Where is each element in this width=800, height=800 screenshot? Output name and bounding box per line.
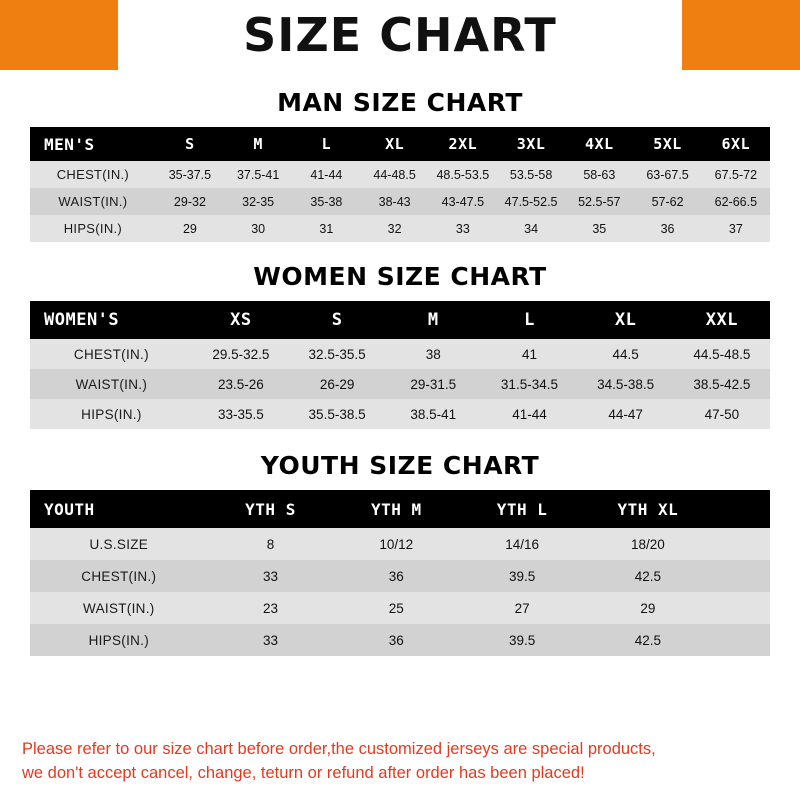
women-cell-2-0: 33-35.5: [217, 406, 264, 422]
women-cell-0-2: 38: [425, 346, 441, 362]
women-cell-1-1: 26-29: [319, 376, 355, 392]
youth-header-pad: [711, 490, 770, 528]
women-size-table: [30, 301, 770, 429]
youth-cell-3-1: 36: [388, 632, 404, 648]
page-title: SIZE CHART: [118, 0, 682, 70]
man-header-7: 4XL: [585, 135, 614, 153]
man-cell-0-2: 41-44: [310, 167, 343, 182]
women-cell-0-4: 44.5: [612, 346, 639, 362]
man-cell-1-3: 38-43: [378, 194, 411, 209]
women-cell-2-1: 35.5-38.5: [308, 406, 366, 422]
order-policy-note: [0, 730, 800, 800]
table-row: [30, 399, 770, 429]
youth-cell-0-1: 10/12: [379, 536, 414, 552]
women-table-header: [30, 301, 770, 339]
table-row: [30, 339, 770, 369]
man-cell-2-2: 31: [319, 221, 334, 236]
table-row: [30, 624, 770, 656]
women-cell-0-1: 32.5-35.5: [308, 346, 366, 362]
youth-cell-2-3: 29: [640, 600, 656, 616]
man-header-6: 3XL: [516, 135, 546, 153]
table-header-row: [30, 490, 770, 528]
women-cell-2-4: 44-47: [608, 406, 643, 422]
table-row: [30, 161, 770, 188]
youth-cell-3-2: 39.5: [508, 632, 536, 648]
youth-cell-2-pad: [711, 592, 770, 624]
youth-cell-1-3: 42.5: [634, 568, 662, 584]
man-cell-1-8: 62-66.5: [714, 194, 758, 209]
youth-cell-1-0: 33: [262, 568, 278, 584]
man-cell-2-5: 34: [524, 221, 539, 236]
youth-cell-2-1: 25: [388, 600, 404, 616]
man-cell-1-6: 52.5-57: [578, 194, 621, 209]
youth-size-table: [30, 490, 770, 656]
youth-cell-3-0: 33: [262, 632, 278, 648]
man-cell-0-3: 44-48.5: [373, 167, 416, 182]
youth-row-2-label: WAIST(IN.): [83, 600, 155, 616]
man-cell-2-4: 33: [455, 221, 470, 236]
table-header-row: [30, 127, 770, 161]
table-row: [30, 188, 770, 215]
women-cell-0-0: 29.5-32.5: [212, 346, 270, 362]
women-cell-1-4: 34.5-38.5: [597, 376, 655, 392]
table-row: [30, 560, 770, 592]
youth-row-1-label: CHEST(IN.): [81, 568, 157, 584]
youth-header-3: YTH L: [496, 499, 548, 519]
youth-chart-title: YOUTH SIZE CHART: [260, 451, 540, 480]
man-header-9: 6XL: [721, 135, 751, 153]
man-cell-0-8: 67.5-72: [714, 167, 758, 182]
man-chart-title: MAN SIZE CHART: [277, 88, 523, 117]
man-cell-1-7: 57-62: [651, 194, 684, 209]
man-table-header: [30, 127, 770, 161]
youth-cell-2-2: 27: [514, 600, 530, 616]
youth-table-header: [30, 490, 770, 528]
man-row-1-label: WAIST(IN.): [58, 194, 128, 209]
youth-cell-1-pad: [711, 560, 770, 592]
youth-header-2: YTH M: [370, 499, 422, 519]
note-line-1: Please refer to our size chart before order,the customized jerseys are special products,: [22, 740, 656, 759]
man-cell-0-6: 58-63: [583, 167, 616, 182]
women-header-5: XL: [614, 310, 637, 330]
man-table-body: [30, 161, 770, 242]
youth-cell-0-3: 18/20: [630, 536, 665, 552]
man-cell-1-1: 32-35: [242, 194, 275, 209]
women-header-3: M: [427, 310, 439, 330]
women-cell-2-2: 38.5-41: [410, 406, 457, 422]
table-header-row: [30, 301, 770, 339]
women-table-body: [30, 339, 770, 429]
man-row-0-label: CHEST(IN.): [56, 167, 130, 182]
table-row: [30, 592, 770, 624]
women-cell-1-2: 29-31.5: [410, 376, 457, 392]
women-header-2: S: [331, 310, 343, 330]
youth-table-body: [30, 528, 770, 656]
man-cell-1-0: 29-32: [173, 194, 206, 209]
women-header-4: L: [524, 310, 535, 330]
youth-header-1: YTH S: [245, 499, 296, 519]
youth-row-3-label: HIPS(IN.): [88, 632, 150, 648]
man-cell-0-1: 37.5-41: [236, 167, 280, 182]
youth-cell-0-0: 8: [266, 536, 275, 552]
table-row: [30, 528, 770, 560]
women-row-1-label: WAIST(IN.): [75, 376, 148, 392]
header-banner: [0, 0, 800, 70]
women-header-1: XS: [230, 310, 252, 330]
man-cell-1-5: 47.5-52.5: [504, 194, 558, 209]
man-cell-1-4: 43-47.5: [441, 194, 485, 209]
man-header-4: XL: [385, 135, 405, 153]
women-cell-0-5: 44.5-48.5: [693, 346, 751, 362]
youth-cell-2-0: 23: [262, 600, 278, 616]
man-cell-0-4: 48.5-53.5: [436, 167, 490, 182]
women-row-2-label: HIPS(IN.): [81, 406, 142, 422]
man-cell-0-5: 53.5-58: [509, 167, 553, 182]
man-cell-2-8: 37: [728, 221, 743, 236]
man-cell-0-7: 63-67.5: [646, 167, 689, 182]
youth-cell-3-pad: [711, 624, 770, 656]
man-cell-2-6: 35: [592, 221, 607, 236]
charts-content: [0, 70, 800, 730]
women-cell-2-3: 41-44: [512, 406, 547, 422]
women-row-0-label: CHEST(IN.): [73, 346, 149, 362]
man-header-3: L: [321, 135, 332, 153]
man-cell-2-7: 36: [660, 221, 675, 236]
table-row: [30, 369, 770, 399]
youth-cell-0-2: 14/16: [505, 536, 539, 552]
man-header-8: 5XL: [653, 135, 682, 153]
women-cell-0-3: 41: [521, 346, 537, 362]
women-header-6: XXL: [705, 310, 738, 330]
women-header-0: WOMEN'S: [44, 310, 120, 330]
man-cell-1-2: 35-38: [310, 194, 343, 209]
women-cell-1-3: 31.5-34.5: [500, 376, 558, 392]
man-header-5: 2XL: [448, 135, 478, 153]
women-cell-1-0: 23.5-26: [217, 376, 264, 392]
women-cell-2-5: 47-50: [704, 406, 740, 422]
youth-row-0-label: U.S.SIZE: [89, 536, 149, 552]
note-line-2: we don't accept cancel, change, teturn or refund after order has been placed!: [22, 764, 585, 783]
man-row-2-label: HIPS(IN.): [63, 221, 123, 236]
women-chart-title: WOMEN SIZE CHART: [253, 262, 547, 291]
youth-cell-1-1: 36: [388, 568, 404, 584]
man-header-2: M: [253, 135, 263, 153]
man-header-1: S: [185, 135, 195, 153]
man-cell-2-3: 32: [387, 221, 402, 236]
man-cell-0-0: 35-37.5: [168, 167, 212, 182]
man-cell-2-0: 29: [182, 221, 197, 236]
man-size-table: [30, 127, 770, 242]
youth-cell-3-3: 42.5: [634, 632, 662, 648]
youth-header-0: YOUTH: [44, 499, 95, 519]
table-row: [30, 215, 770, 242]
man-header-0: MEN'S: [44, 134, 95, 154]
women-cell-1-5: 38.5-42.5: [693, 376, 751, 392]
youth-cell-0-pad: [711, 528, 770, 560]
man-cell-2-1: 30: [251, 221, 266, 236]
youth-header-4: YTH XL: [617, 499, 679, 519]
youth-cell-1-2: 39.5: [508, 568, 536, 584]
